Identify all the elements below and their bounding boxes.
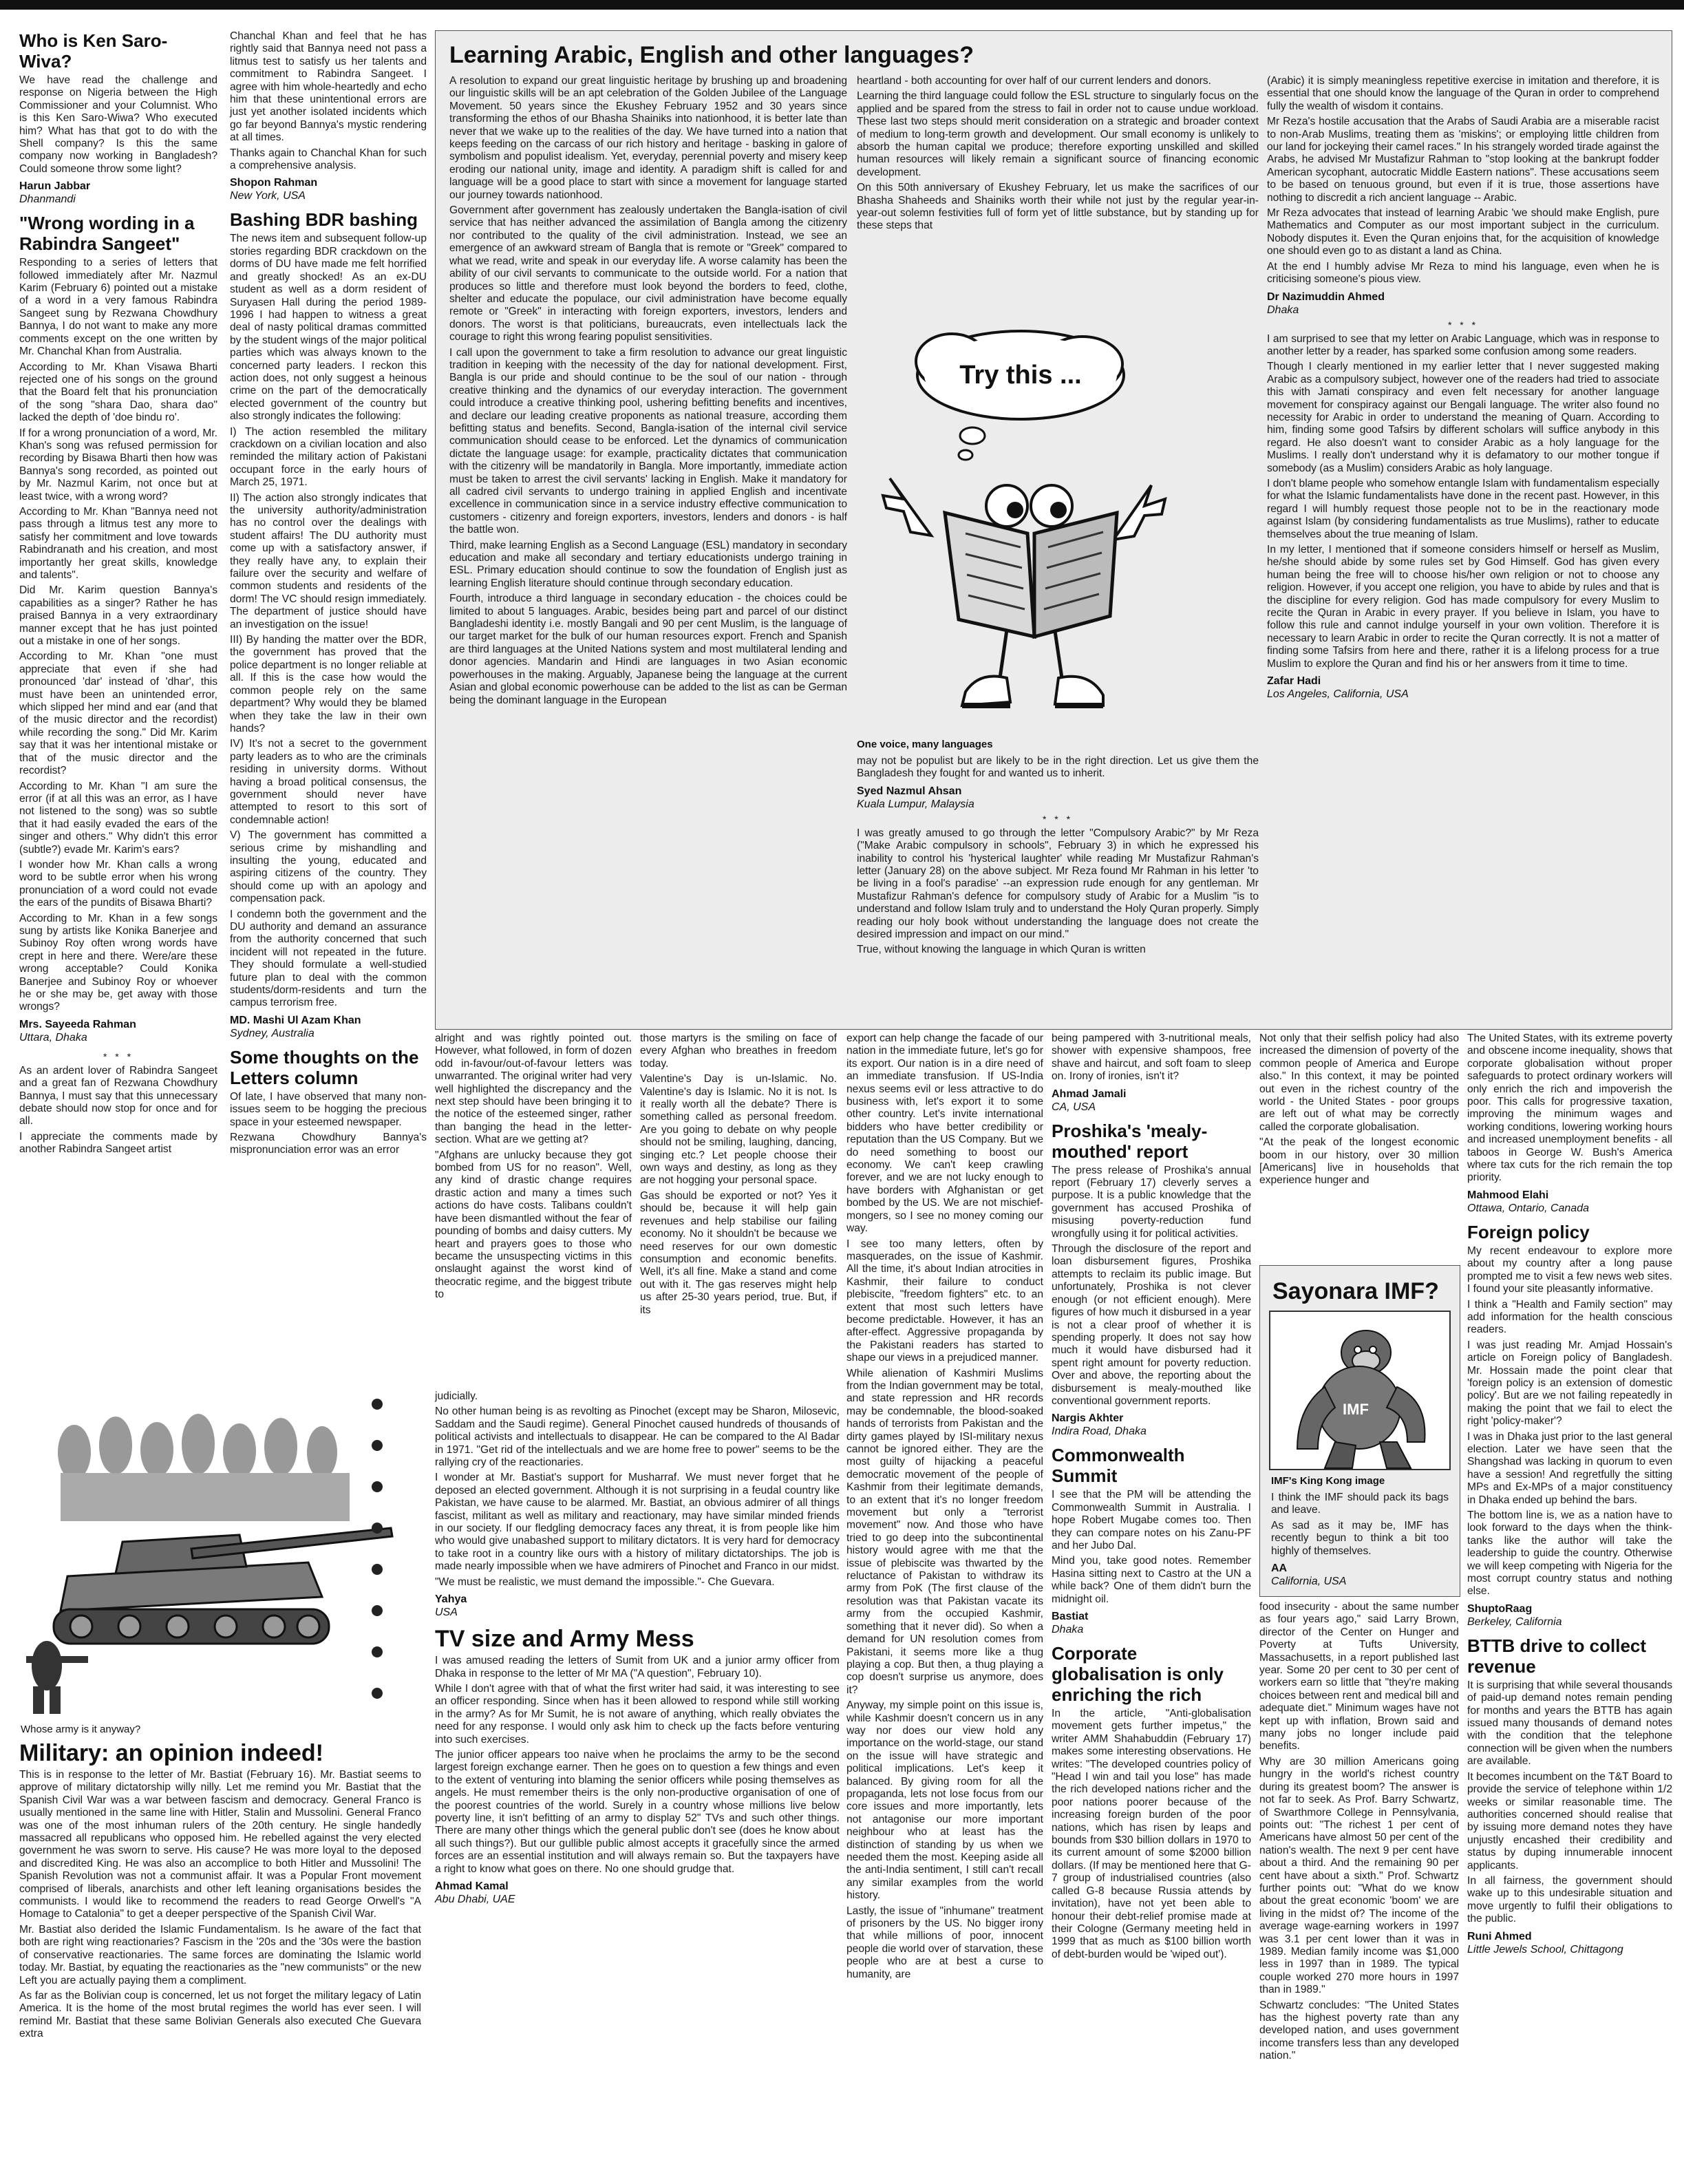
paragraph: Gas should be exported or not? Yes it should be, because it will help gain revenues and help stabilise our failing economy. No it shouldn't be because we need reserves for our own domestic consumption and economic benefits. Well, it's all fine. Make a stand and come out with it. The gas reserves might help us after 25-30 years period, true. But, if its: [640, 1189, 837, 1316]
paragraph: The bottom line is, we as a nation have to look forward to the days when the think-tanks like the author will take the leadership to guide the country. Otherwise we will keep competing with Nigeria for the most corrupt country status and nothing else.: [1467, 1509, 1672, 1598]
imf-box: [1259, 1265, 1460, 1597]
paragraph: On this 50th anniversary of Ekushey February, let us make the sacrifices of our Bhasha Shaheeds and Shainiks worth their while not just by the regular year-in-year-out solemn festivities full of form yet of little substance, but by standing up for these steps that: [857, 182, 1259, 232]
figure-caption: Whose army is it anyway?: [21, 1724, 141, 1735]
paragraph: I see too many letters, often by masquerades, on the issue of Kashmir. All the time, it's about Indian atrocities in Kashmir, their failure to conduct plebiscite, "freedom fighters" etc. to an extent that most such letters have become predictable. However, it has an after-effect. Aggressive propaganda by the Pakistani readers has started to shape our views in a prejudiced manner.: [846, 1238, 1043, 1364]
paragraph: In the article, "Anti-globalisation movement gets further impetus," the writer AMM Shahabuddin (February 17) makes some interesting observations. He writes: "The developed countries policy of "Head I win and tail you lose" has made the rich developed nations richer and the poor nations poorer because of the increasing foreign burden of the poor nations, which has risen by leaps and bounds from $30 billion dollars in 1970 to its current amount of some $2000 billion dollars. (If may be mentioned here that G-7 group of industrialised countries (also called G-8 because Russia attends by invitation), have not yet been able to honour their debt-relief promise made at their Cologne (Germany meeting held in 1999 that as much as $100 billion worth of debt-burden would be 'wiped out').: [1052, 1708, 1251, 1960]
mid-column-2: [640, 1032, 837, 1383]
paragraph: those martyrs is the smiling on face of every Afghan who breathes in freedom today.: [640, 1032, 837, 1070]
paragraph: heartland - both accounting for over half of our current lenders and donors.: [857, 75, 1211, 87]
signature: Ahmad Kamal: [435, 1880, 509, 1892]
right-column-1-bottom: [1259, 1601, 1459, 2175]
location: Dhaka: [1052, 1624, 1084, 1635]
thought-text: Try this ...: [959, 361, 1082, 390]
paragraph: I wonder at Mr. Bastiat's support for Musharraf. We must never forget that he deposed an elected government. Although it is not surprising in a feudal country like Pakistan, we have cause to be alarmed. Mr. Bastiat, an obvious admirer of all things fascist, militant as well as military and reactionary, may have similar minded friends in our society. If our fledgling democracy faces any threat, it is from people like him who would give unabashed support to military dictators. It is very hard for democracy to take root in a country like ours with a history of military dictatorships. The job is made nearly impossible when we have admirers of Pinochet and Franco in our midst.: [435, 1472, 840, 1573]
paragraph: Thanks again to Chanchal Khan for such a comprehensive analysis.: [230, 147, 427, 172]
paragraph: Not only that their selfish policy had also increased the dimension of poverty of the common people of America and Europe also." In this context, it may be pointed out even in the richest country of the world - the United States - poor groups are left out of what may be correctly called the corporate globalisation.: [1259, 1032, 1459, 1133]
army-column-2: [435, 1390, 840, 2175]
signature: Mrs. Sayeeda Rahman: [19, 1018, 136, 1030]
paragraph: I) The action resembled the military crackdown on a civilian location and also reminded the military action of Pakistani occupant force in the early hours of March 25, 1971.: [230, 425, 427, 489]
letter-title-summit: Commonwealth Summit: [1052, 1445, 1185, 1487]
paragraph: Fourth, introduce a third language in secondary education - the choices could be limited to about 5 languages. Arabic, besides being part and parcel of our distinct Bangladeshi identity i.e. mostly Bangali and 90 per cent Muslim, is the language of our target market for the bulk of our human resources export. French and Spanish are third languages at the United Nations system and most multilateral lending and donor agencies. Mandarin and Hindi are languages in two Asian economic powerhouses in the making. Arguably, Japanese being the language at the current Asian and global economic powerhouse can be added to the list as can be German being the dominant language in the European: [449, 593, 847, 706]
letter-title-tv: TV size and Army Mess: [435, 1626, 694, 1653]
paragraph: No other human being is as revolting as Pinochet (except may be Sharon, Milosevic, Saddam and the Saudi regime). General Pinochet caused hundreds of thousands of political activists and intellectuals to disappear. He can be compared to the Al Badar in 1971. "Get rid of the intellectuals and we are home free to power" seems to be the rallying cry of the reactionaries.: [435, 1406, 840, 1469]
paragraph: II) The action also strongly indicates that the university authority/administration has no control over the dealings with student affairs! The DU authority must come up with a satisfactory answer, if they really have any, to explain their failure over the security and welfare of common students and residents of the dorm! The VC should resign immediately. The department of justice should have an investigation on the issue!: [230, 491, 427, 630]
signature: Harun Jabbar: [19, 180, 91, 193]
paragraph: According to Mr. Khan Visawa Bharti rejected one of his songs on the ground that the Board felt that his pronunciation of the song "shara Dao, shara dao" lacked the depth of 'doe bindu ro'.: [19, 361, 217, 424]
location: Uttara, Dhaka: [19, 1031, 87, 1043]
mid-column-1: [435, 1032, 632, 1383]
letter-title-corporate: Corporate globalisation is only enriching the rich: [1052, 1643, 1224, 1705]
imf-chest-label: IMF: [1343, 1401, 1369, 1418]
paragraph: IV) It's not a secret to the government party leaders as to who are the criminals residing in university dorms. Without having a broad political consensus, the government should never have attempted to resort to this sort of condemnable action!: [230, 738, 427, 826]
paragraph: being pampered with 3-nutritional meals, shower with expensive shampoos, free shave and haircut, and soft foam to sleep on. Irony of ironies, isn't it?: [1052, 1032, 1251, 1083]
location: Indira Road, Dhaka: [1052, 1425, 1147, 1438]
letter-body-wording: [19, 257, 217, 1014]
imf-letter: [1271, 1492, 1449, 1595]
paragraph: "At the peak of the longest economic boom in our history, over 30 million [Americans] live in households that experience hunger and: [1259, 1136, 1459, 1187]
location: Los Angeles, California, USA: [1267, 688, 1409, 701]
location: USA: [435, 1607, 458, 1619]
paragraph: In my letter, I mentioned that if someone considers himself or herself as Muslim, he/she should abide by some rules set by God Himself. God has given every human being the free will to choose his/her own religion or not to choose any religion. However, if you accept one religion, you have to abide by rules and that is the discipline for every religion. God has made compulsory for every Muslim to recite the Quran in Arabic in every prayer. If you believe in Islam, you have to follow this rule and cannot indulge yourself in your own volition. Therefore it is necessary to learn Arabic in order to recite the Quran correctly. It is not a matter of finding some Tafsirs from here and there, rather it is a lifelong process for a true Muslim to explore the Quran and find his or her answers from it time to time.: [1267, 544, 1659, 670]
paragraph: I was amused reading the letters of Sumit from UK and a junior army officer from Dhaka in response to the letter of Mr MA ("A question", February 10).: [435, 1655, 840, 1679]
separator-stars: * * *: [103, 1050, 134, 1062]
paragraph: may not be populist but are likely to be in the right direction. Let us give them the Bangladesh they fought for and wanted us to inherit.: [857, 755, 1259, 780]
location: Kuala Lumpur, Malaysia: [857, 798, 974, 810]
separator-stars: * * *: [1042, 813, 1074, 825]
paragraph: Mr Reza's hostile accusation that the Arabs of Saudi Arabia are a miserable racist to non-Arab Muslims, treating them as 'miskins'; or employing little children from our land for jockeying their camel races." In his strangely worded tirade against the Arabs, he advised Mr Mustafizur Rahman to "stop looking at the bankrupt fodder American sycophant, autocratic Middle Eastern nations". These accusations seem to be based on tenuous ground, but even if it is true, those assertions have nothing to discredit a rich ancient language -- Arabic.: [1267, 116, 1659, 204]
paragraph: Government after government has zealously undertaken the Bangla-isation of civil service that has neither advanced the assimilation of Bangla among the citizenry nor contributed to the quality of the civil administration. Instead, we see an emergence of an awkward stream of Bangla that is remote or "Greek" compared to what we read, write and speak in our everyday life. A worse calamity has been the ability of our civil servants to communicate to the outside world. For a nation that produces so little and therefore must look beyond the borders to feed, clothe, shelter and educate the populace, our civil administration have become equally remote or "Greek" in interacting with foreign exporters, investors, lenders and donors. The worst is that politicians, bureaucrats, even intellectuals lack the courage to right this wrong fearing populist sensitivities.: [449, 204, 847, 343]
paragraph: Chanchal Khan and feel that he has rightly said that Bannya need not pass a litmus test to satisfy us her talents and commitment to Rabindra Sangeet. I agree with him whole-heartedly and echo him that these unintentional errors are just yet another isolated incidents which go far beyond Bannya's mystic rendering at all times.: [230, 30, 427, 144]
paragraph: The junior officer appears too naive when he proclaims the army to be the second largest foreign exchange earner. Then he goes on to question a few things and even to the extent of venturing into blaming the senior officers while posing themselves as angels. He must remember theirs is the only non-productive organisation of one of the poorest countries of the world. Surely in a country whose millions live below poverty line, it isn't befitting of an army to display 52" TVs and such other things. There are many other things which the general public don't see (does he know about all such things?). But our gullible public almost accepts it gracefully since the armed forces are an essential institution and will always remain so. But the taxpayers have a right to know what goes on there. No one should grudge that.: [435, 1748, 840, 1875]
arabic-column-1: [449, 75, 847, 1025]
feature-title: Learning Arabic, English and other languages?: [449, 42, 974, 68]
signature: Nargis Akhter: [1052, 1412, 1124, 1425]
paragraph: "Afghans are unlucky because they got bombed from US for no reason". Well, any kind of drastic change requires drastic action and many a times such actions do have costs. Talibans couldn't have been dismantled without the fear of pounding of bombs and daisy cutters. My heart and prayers goes to those who became the unsuspecting victims in this onslaught against the worst kind of theocratic regime, and the biggest tribute to: [435, 1149, 632, 1301]
paragraph: I condemn both the government and the DU authority and demand an assurance from the authority concerned that such incident will not repeated in the future. They should formulate a well-studied future plan to deal with the common students/dorm-residents and turn the campus terrorism free.: [230, 908, 427, 1009]
letter-body-ken: We have read the challenge and response on Nigeria between the High Commissioner and your Columnist. Who is this Ken Saro-Wiwa? Who executed him? What has that got to do with the Shell company? Is this the same company now working in Bangladesh? Could someone throw some light?: [19, 74, 217, 175]
paragraph: I wonder how Mr. Khan calls a wrong word to be subtle error when his wrong pronunciation of a word could not evade the ears of the pundits of Bisawa Bharti?: [19, 858, 217, 909]
letter-title-proshika: Proshika's 'mealy-mouthed' report: [1052, 1120, 1208, 1162]
location: Sydney, Australia: [230, 1027, 315, 1039]
signature: Zafar Hadi: [1267, 675, 1321, 688]
paragraph: This is in response to the letter of Mr. Bastiat (February 16). Mr. Bastiat seems to approve of military dictatorship willy nilly. Let me remind you Mr. Bastiat that the Spanish Civil War was a war between fascism and democracy. General Franco is usually mentioned in the same line with Hitler, Stalin and Mussolini. General Franco was one of the most inhuman rulers of the 20th century. He single handedly massacred all republicans who opposed him. He rebelled against the very elected government he was sworn to serve. His cause? He was more loyal to the deposed and discredited King. He was also an accomplice to both Hitler and Mussolini! The Spanish Revolution was not a communist affair. It was a Popular Front movement comprised of liberals, anarchists and other left leaning organisations besides the communists. I would like to recommend the readers to read George Orwell's "A Homage to Catalonia" to get a deeper perspective of the Spanish Civil War.: [19, 1769, 421, 1920]
paragraph: In all fairness, the government should wake up to this undesirable situation and move urgently to fulfil their obligations to the public.: [1467, 1874, 1672, 1925]
paragraph: A resolution to expand our great linguistic heritage by brushing up and broadening our linguistic skills will be an apt celebration of the Golden Jubilee of the Language Movement. 50 years since the Ekushey February 1952 and 30 years since transforming the ethos of our Bhasha Shainiks into nationhood, it is better late than never that we wake up to the realities of the day. We have turned into a nation that keeps feeding on the carcass of our rich history and heritage - basking in galore of symbolism and populist idealism. Yet, everyday, perennial poverty and misery keep eroding our national unity, image and identity. A paradigm shift is called for and language will be a good place to start with since a movement for language started our journey towards nationhood.: [449, 75, 847, 201]
location: Dhaka: [1267, 304, 1299, 316]
paragraph: Responding to a series of letters that followed immediately after Mr. Nazmul Karim (February 6) pointed out a mistake of a word in a very famous Rabindra Sangeet sung by Rezwana Chowdhury Bannya, I do not want to make any more comments except on the one written by Mr. Chanchal Khan from Australia.: [19, 257, 217, 358]
paragraph: Valentine's Day is un-Islamic. No. Valentine's day is Islamic. No it is not. Is it really worth all the debate? There is something called as personal freedom. Are you going to debate on why people should not be smiling, laughing, dancing, singing etc.? Let people choose their own ways and destiny, as long as they are not hogging your personal space.: [640, 1073, 837, 1187]
signature: Mahmood Elahi: [1467, 1189, 1549, 1201]
paragraph: True, without knowing the language in which Quran is written: [857, 944, 1146, 956]
paragraph: Mind you, take good notes. Remember Hasina sitting next to Castro at the UN a while back? One of them didn't burn the midnight oil.: [1052, 1555, 1251, 1605]
paragraph: (Arabic) it is simply meaningless repetitive exercise in imitation and therefore, it is essential that one should know the language of the Quran in order to comprehend fully the wealth of wisdom it contains.: [1267, 75, 1659, 112]
paragraph: I think the IMF should pack its bags and leave.: [1271, 1492, 1449, 1516]
letter-title-ken: Who is Ken Saro-Wiva?: [19, 30, 168, 72]
location: Ottawa, Ontario, Canada: [1467, 1202, 1589, 1214]
paragraph: According to Mr. Khan in a few songs sung by artists like Konika Banerjee and Subinoy Roy often wrong words have crept in here and there. Were/are these wrong acceptable? Could Konika Banerjee and Subinoy Roy or whoever he or she may be, get away with those wrongs?: [19, 912, 217, 1013]
paragraph: It becomes incumbent on the T&T Board to provide the service of telephone within 1/2 weeks or similar reasonable time. The authorities concerned should realise that by issuing more demand notes they have unjustly encashed their credibility and status by duping innumerable innocent applicants.: [1467, 1770, 1672, 1872]
letter-title-bdr: Bashing BDR bashing: [230, 209, 418, 231]
paragraph: Third, make learning English as a Second Language (ESL) mandatory in secondary education and make all secondary and tertiary educationists undergo training in ESL. Primary education should continue to sow the foundation of English just as learning English literature should continue through secondary education.: [449, 539, 847, 589]
paragraph: Rezwana Chowdhury Bannya's mispronunciation error was an error: [230, 1132, 427, 1156]
paragraph: As far as the Bolivian coup is concerned, let us not forget the military legacy of Latin America. It is the home of the most brutal regimes the world has ever seen. I will remind Mr. Bastiat that these same Bolivian Generals also executed Che Guevara extra: [19, 1989, 421, 2040]
paragraph: "We must be realistic, we must demand the impossible."- Che Guevara.: [435, 1576, 775, 1588]
paragraph: I was greatly amused to go through the letter "Compulsory Arabic?" by Mr Reza ("Make Arabic compulsory in schools", February 3) in which he expressed his inability to control his 'hysterical laughter' while reading Mr Mustafizur Rahman's letter (January 28) on the above subject. Mr Reza found Mr Rahman in his letter 'to be living in a fool's paradise' --an expression rude enough for any gentleman. Mr Mustafizur Rahman's defence for compulsory study of Arabic for a Muslim "is to understand and follow Islam truly and to understand the Holy Quran properly. Simply reading our holy book without understanding the language does not create the desired impression and impact on our mind.": [857, 827, 1259, 941]
paragraph: Though I clearly mentioned in my earlier letter that I never suggested making Arabic as a compulsory subject, however one of the readers had tried to associate this with Jamati conspiracy and even felt necessary for another language movement for conspiracy against our Bengali language. The writer also found no necessity for Arabic in order to understand the meaning of Quarn. According to him, finding some good Tafsirs by different scholars will suffice anybody in this regard. He also doesn't want to consider Arabic as a holy language for the Muslims. I really don't understand why it is defamatory to our mother tongue if somebody (as a Muslim) considers Arabic as holy language.: [1267, 361, 1659, 474]
location: Dhanmandi: [19, 193, 76, 206]
letter-title-wording: "Wrong wording in a Rabindra Sangeet": [19, 213, 195, 255]
letter-title-military: Military: an opinion indeed!: [19, 1740, 323, 1766]
paragraph: Did Mr. Karim question Bannya's capabilities as a singer? Rather he has praised Bannya in a very extraordinary manner except that he has just pointed out a mistake in one of her songs.: [19, 584, 217, 648]
signature: AA: [1271, 1562, 1288, 1575]
arabic-column-2-bottom: [857, 755, 1259, 1025]
letter-title-bttb: BTTB drive to collect revenue: [1467, 1635, 1647, 1677]
signature: Shopon Rahman: [230, 177, 318, 189]
location: California, USA: [1271, 1576, 1347, 1588]
signature: Dr Nazimuddin Ahmed: [1267, 290, 1385, 303]
right-column-2-top: [1467, 1032, 1672, 1955]
location: New York, USA: [230, 190, 306, 202]
thought-cloud: [916, 331, 1124, 460]
mid-column-4: [1052, 1032, 1251, 2175]
paragraph: Of late, I have observed that many non-issues seem to be hogging the precious space in your esteemed newspaper.: [230, 1090, 427, 1128]
signature: MD. Mashi Ul Azam Khan: [230, 1014, 361, 1026]
separator-stars: * * *: [1447, 319, 1479, 330]
paragraph: Through the disclosure of the report and loan disbursement figures, Proshika attempts to reclaim its public image. But unfortunately, Proshika is not clever enough (or not efficient enough). Mere figures of how much it disbursed in a year is not a clear proof of whether it is spending properly. It does not say how much it would have disbursed had it spent right amount for poverty reduction. Over and above, the reporting about the disbursement is mealy-mouthed like conventional government reports.: [1052, 1243, 1251, 1407]
paragraph: If for a wrong pronunciation of a word, Mr. Khan's song was refused permission for recording by Bisawa Bharti then how was Bannya's song recorded, as pointed out by Mr. Nazmul Karim, not once but at least twice, with a wrong word?: [19, 427, 217, 502]
army-illustration: [19, 1390, 405, 1721]
figure-caption: IMF's King Kong image: [1271, 1475, 1385, 1487]
signature: Ahmad Jamali: [1052, 1088, 1127, 1100]
paragraph: Lastly, the issue of "inhumane" treatment of prisoners by the US. No bigger irony that while millions of poor, innocent people die world over of starvation, these people who are at best a curse to humanity, are: [846, 1905, 1043, 1980]
signature: ShuptoRaag: [1467, 1602, 1533, 1615]
paragraph: III) By handing the matter over the BDR, the government has proved that the police department is no longer reliable at all. If this is the case how would the common people rely on the same department? Why would they be blamed when they take the law in their own hands?: [230, 634, 427, 734]
letter-title-thoughts: Some thoughts on the Letters column: [230, 1046, 419, 1088]
paragraph: As sad as it may be, IMF has recently begun to think a bit too highly of themselves.: [1271, 1519, 1449, 1557]
paragraph: export can help change the facade of our nation in the immediate future, let's go for its export. Our nation is in a dire need of an immediate transfusion. If US-India nexus seems evil or less attractive to do business with, let's export it to some other country. Let's invite international bidders who have better credibility or reputation than the US Company. But we do need something to boost our economy. We can't keep crawling forever, and we are not lucky enough to have borders with Afghanistan or get bombed by the US. We are not mischief-mongers, so I see no money coming our way.: [846, 1032, 1043, 1235]
paragraph: It is surprising that while several thousands of paid-up demand notes remain pending for months and years the BTTB has again issued many thousands of demand notes with the condition that the telephone connection will be given when the numbers are available.: [1467, 1679, 1672, 1768]
paragraph: judicially.: [435, 1390, 478, 1402]
location: Berkeley, California: [1467, 1615, 1562, 1628]
paragraph: Schwartz concludes: "The United States has the highest poverty rate than any developed nation, and uses government income transfers less than any developed nation.": [1259, 1999, 1459, 2062]
book-icon: [945, 485, 1117, 637]
signature: Runi Ahmed: [1467, 1930, 1532, 1942]
paragraph: I am surprised to see that my letter on Arabic Language, which was in response to another letter by a reader, has sparked some confusion among some readers.: [1267, 332, 1659, 357]
paragraph: Mr. Bastiat also derided the Islamic Fundamentalism. Is he aware of the fact that both are right wing reactionaries? Fascism in the '20s and the '30s were the bastion of conservative reactionaries. The same forces are dominating the Islamic world today. Mr. Bastiat, by equating the reactionaries as the "new communists" or the new Left you are actually paying them a compliment.: [19, 1923, 421, 1986]
paragraph: I appreciate the comments made by another Rabindra Sangeet artist: [19, 1130, 217, 1156]
letter-title-foreign-policy: Foreign policy: [1467, 1221, 1590, 1242]
paragraph: I think a "Health and Family section" may add information for the health conscious readers.: [1467, 1298, 1672, 1336]
paragraph: Why are 30 million Americans going hungry in the world's richest country during its greatest boom? The answer is not far to seek. As Prof. Barry Schwartz, of Swarthmore College in Pennsylvania, points out: "The richest 1 per cent of Americans have almost 50 per cent of the nation's wealth. The next 9 per cent have about a third. And the remaining 90 per cent have about a sixth." Prof. Schwartz further points out: "What do we know about the great economic 'boom' we are living in the midst of? The income of the average wage-earning workers in 1997 was 3.1 per cent lower than it was in 1989. Median family income was $1,000 less in 1997 than in 1989. The typical couple worked 270 more hours in 1997 than in 1989.": [1259, 1755, 1459, 1996]
paragraph: Mr Reza advocates that instead of learning Arabic 'we should make English, pure Mathematics and Computer as our most important subject in the curriculum. Nobody disputes it. Even the Quran enjoins that, for the acquisition of knowledge one should even go to as distant a land as China.: [1267, 207, 1659, 257]
letter-title-imf: Sayonara IMF?: [1272, 1278, 1439, 1304]
signature: Yahya: [435, 1593, 467, 1606]
paragraph: I was in Dhaka just prior to the last general election. Later we have seen that the Shangshad was lacking in quorum to even have a session! And regretfully the sitting MPs and Ex-MPs of a major constituency in Dhaka ended up behind the bars.: [1467, 1430, 1672, 1506]
location: Abu Dhabi, UAE: [435, 1894, 515, 1905]
paragraph: I see that the PM will be attending the Commonwealth Summit in Australia. I hope Robert Mugabe comes too. Then they can compare notes on his Zanu-PF and her Jubo Dal.: [1052, 1489, 1251, 1551]
paragraph: I call upon the government to take a firm resolution to advance our great linguistic tradition in keeping with the necessity of the day for national development. First, Bangla is our pride and should continue to be the soul of our nation - through creative thinking and the dynamics of our everyday interaction. The government could introduce a creative thinking pool, ushering befitting benefits and incentives, and declare our leading creative proponents as national treasure, according them befitting status and benefits. Second, Bangla-isation of the internal civil service communication should cease to be enforced. Let the dynamics of communication dictate the language usage: for example, practicality dictates that communication with the citizenry will be mandatorily in Bangla. More importantly, immediate action must be taken to arrest the civil servants' lacking in English. Make it mandatory for all cadred civil servants to undergo training in applied English and incentivate excellence in communication since in a service industry effective communication to customers - citizenry and foreign exporters, investors, lenders and donors - is half the battle won.: [449, 346, 847, 536]
paragraph: I don't blame people who somehow entangle Islam with fundamentalism especially for what the Islamic fundamentalists have done in the recent past. However, in this regard I will humbly request those people not to be in the reactionary mode against Islam (by considering fundamentalists as true Muslims), rather to educate themselves about the true meaning of Islam.: [1267, 477, 1659, 540]
paragraph: According to Mr. Khan "Bannya need not pass through a litmus test any more to satisfy her commitment and love towards Rabindranath and his creation, and most importantly her great skills, knowledge and talents".: [19, 505, 217, 581]
paragraph: As an ardent lover of Rabindra Sangeet and a great fan of Rezwana Chowdhury Bannya, I must say that this unnecessary debate should now stop for once and for all.: [19, 1064, 217, 1127]
left-column-2: [230, 30, 427, 1379]
paragraph: The press release of Proshika's annual report (February 17) cleverly serves a purpose. It is a public knowledge that the government has accused Proshika of misusing poverty-reduction fund wrongfully using it for political activities.: [1052, 1164, 1251, 1240]
paragraph: I was just reading Mr. Amjad Hossain's article on Foreign policy of Bangladesh. Mr. Hossain made the point clear that 'foreign policy is an extension of domestic policy'. But are we not failing repeatedly in making the point that we fail to elect the right 'policy-maker'?: [1467, 1339, 1672, 1428]
paragraph: The United States, with its extreme poverty and obscene income inequality, shows that corporate globalisation without proper safeguards to protect ordinary workers will only enrich the rich and impoverish the poor. This calls for progressive taxation, improving the minimum wages and working conditions, lowering working hours and increased unemployment benefits - all taboos in George W. Bush's America where tax cuts for the rich remain the top priority.: [1467, 1032, 1672, 1184]
figure-caption: One voice, many languages: [857, 739, 993, 750]
paragraph: V) The government has committed a serious crime by mishandling and insulting the young, educated and aspiring citizens of the country. They should come up with an apology and compensation pack.: [230, 829, 427, 905]
arabic-column-3: [1267, 75, 1659, 1025]
paragraph: Learning the third language could follow the ESL structure to singularly focus on the applied and be spared from the stress to fail in order not to cause undue workload. These last two steps should merit consideration on a strategic and broader context of medium to long-term growth and development. Our small economy is unlikely to absorb the human capital we produce; therefore exporting unskilled and skilled human resources will likely remain a significant source of financing economic development.: [857, 90, 1259, 178]
top-rule: [0, 0, 1684, 10]
signature: Bastiat: [1052, 1611, 1089, 1622]
paragraph: alright and was rightly pointed out. However, what followed, in form of dozen odd in-favour/out-of-favour letters was unwarranted. The original writer had very well highlighted the discrepancy and the next step should have been bringing it to the notice of the esteemed singer, rather than banging the head in the letter-section. What are we getting at?: [435, 1032, 632, 1146]
right-hand-icon: [1113, 485, 1165, 540]
paragraph: While alienation of Kashmiri Muslims from the Indian government may be total, and state repression and HR records may be condemnable, the blood-soaked hands of terrorists from Pakistan and the dirty games played by ISI-military nexus cannot be ignored either. They are the most guilty of hijacking a peaceful democratic movement of the people of Kashmir from their legitimate demands, to an extent that it's no longer freedom movement but only a "terrorist movement" now. And those who have tried to go deep into the subcontinental history would agree with me that the issue of plebiscite was thwarted by the reluctance of Pakistan to withdraw its army from PoK (The first clause of the resolution was that Pakistan vacate its army from the occupied Kashmir, something that it never did). So when a demand for UN resolution comes from Pakistani, it seems more like a thug playing a cop. But then, a thug playing a cop doesn't surprise us anymore, does it?: [846, 1367, 1043, 1696]
location: Little Jewels School, Chittagong: [1467, 1943, 1623, 1955]
feature-box-arabic: [435, 30, 1672, 1030]
paragraph: According to Mr. Khan "one must appreciate that even if she had pronounced 'dar' instead of 'dhar', this must have been an unintended error, which slipped her mind and ear (and that of the music director and the recordist) while recording the song." Did Mr. Karim say that it was her intentional mistake or that of the music director and the recordist?: [19, 650, 217, 777]
paragraph: food insecurity - about the same number as four years ago," said Larry Brown, director of the Center on Hunger and Poverty at Tufts University, Massachusetts, in a report published last year. Some 20 per cent to 30 per cent of workers earn so little that "they're making choices between rent and medical bill and adequate diet." Minimum wages have not kept up with inflation, Brown said and many jobs no longer include paid benefits.: [1259, 1601, 1459, 1752]
paragraph: My recent endeavour to explore more about my country after a long pause prompted me to visit a few news web sites. I found your site pleasantly informative.: [1467, 1244, 1672, 1295]
right-column-1-top: [1259, 1032, 1459, 1260]
king-kong-illustration: [1270, 1311, 1450, 1470]
shoes-icon: [962, 677, 1103, 706]
book-cartoon-illustration: [862, 306, 1193, 733]
mid-column-3: [846, 1032, 1043, 2175]
paragraph: Anyway, my simple point on this issue is, while Kashmir doesn't concern us in any way nor does our view hold any importance on the world-stage, our stand on the issue will have strategic and political implications. Let's keep it balanced. By giving room for all the propaganda, lets not lose focus from our core issues and more importantly, lets not antagonise our more important neighbour who at least has the distinction of standing by us when we needed them the most. Keeping aside all the anti-India sentiment, I still can't recall any similar examples from the world history.: [846, 1699, 1043, 1902]
paragraph: According to Mr. Khan "I am sure the error (if at all this was an error, as I have not listened to the song) was so subtle that it had easily evaded the ears of the singer and others." Why didn't this error (subtle?) evade Mr. Karim's ears?: [19, 780, 217, 856]
paragraph: The news item and subsequent follow-up stories regarding BDR crackdown on the dorms of DU have made me felt horrified and greatly shocked! As an ex-DU student as well as a dorm resident of Suryasen Hall during the period 1989-1996 I had happen to witness a great deal of nasty political dramas committed by the student wings of the major political parties which was always known to the concerned party leaders. I reckon this action does, not only suggest a heinous crime on the part of the democratically elected government of the country but also strongly indicates the following:: [230, 233, 427, 423]
paragraph: While I don't agree with that of what the first writer had said, it was interesting to see an officer responding. Since when has it been allowed to respond while still working in the army? As for Mr Sumit, he is not aware of anything, which really obviates the need for any response. I would only ask him to check up the facts before venturing into such exercises.: [435, 1682, 840, 1746]
army-column-1: [19, 1740, 421, 2175]
left-hand-icon: [883, 478, 931, 536]
signature: Syed Nazmul Ahsan: [857, 785, 962, 797]
left-column-1: [19, 30, 217, 1379]
paragraph: At the end I humbly advise Mr Reza to mind his language, even when he is criticising someone's pious view.: [1267, 260, 1659, 286]
location: CA, USA: [1052, 1101, 1096, 1113]
